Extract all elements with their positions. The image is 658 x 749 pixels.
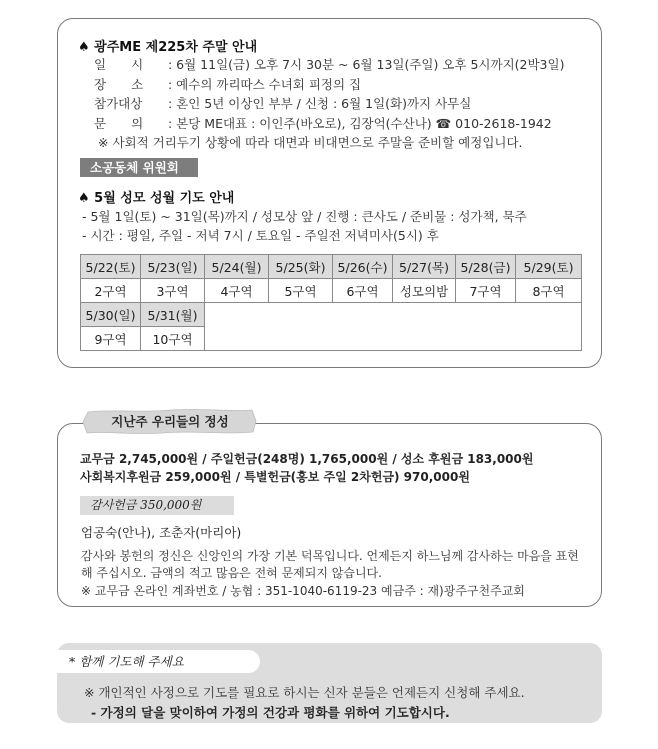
schedule-date-cell: 5/28(금) [456,255,516,279]
prayer-line-bold: - 가정의 달을 맞이하여 가정의 건강과 평화를 위하여 기도합시다. [91,705,450,720]
committee-badge: 소공동체 위원회 [80,158,198,177]
schedule-date-cell: 5/22(토) [81,255,141,279]
retreat-row-eligibility [94,94,564,114]
rosary-schedule-table [80,254,582,351]
schedule-zone-cell: 성모의밤 [393,279,456,303]
schedule-zone-cell: 7구역 [456,279,516,303]
retreat-value: : 6월 11일(금) 오후 7시 30분 ~ 6월 13일(주일) 오후 5시까지(2박3일) [168,57,565,72]
prayer-pill: * 함께 기도해 주세요 [57,650,260,673]
schedule-date-cell: 5/23(일) [141,255,205,279]
retreat-value: : 본당 ME대표 : 이인주(바오로), 김장억(수산나) ☎ 010-2618-1942 [168,115,552,131]
retreat-row-place [94,75,564,95]
retreat-value: : 예수의 까리따스 수녀회 피정의 집 [168,76,362,92]
retreat-note: ※ 사회적 거리두기 상황에 따라 대면과 비대면으로 주말을 준비할 예정입니다. [98,135,523,150]
schedule-date-row [81,303,582,327]
rosary-line: - 5월 1일(토) ~ 31일(목)까지 / 성모상 앞 / 진행 : 큰사도 / 준비물 : 성가책, 묵주 [82,209,527,224]
schedule-zone-cell: 6구역 [333,279,393,303]
offerings-totals [80,450,533,486]
rosary-line: - 시간 : 평일, 주일 - 저녁 7시 / 토요일 - 주일전 저녁미사(5시) 후 [82,228,439,243]
schedule-zone-cell: 4구역 [205,279,269,303]
schedule-date-cell: 5/25(화) [269,255,333,279]
schedule-zone-cell: 8구역 [516,279,582,303]
schedule-zone-cell: 3구역 [141,279,205,303]
rosary-info [82,207,527,245]
schedule-zone-cell: 9구역 [81,327,141,351]
retreat-row-contact [94,114,564,134]
donor-names: 엄공숙(안나), 조춘자(마리아) [81,525,242,540]
retreat-details [94,55,564,153]
retreat-row-date [94,55,564,75]
schedule-date-cell: 5/30(일) [81,303,141,327]
thanks-paragraph: 감사와 봉헌의 정신은 신앙인의 가장 기본 덕목입니다. 언제든지 하느님께 감사하는 마음을 표현해 주십시오. 금액의 적고 많음은 전혀 문제되지 않습니다. [81,549,579,580]
schedule-date-cell: 5/24(월) [205,255,269,279]
schedule-zone-cell: 10구역 [141,327,205,351]
schedule-date-cell: 5/29(토) [516,255,582,279]
rosary-title: ♠ 5월 성모 성월 기도 안내 [78,191,235,206]
retreat-value: : 혼인 5년 이상인 부부 / 신청 : 6월 1일(화)까지 사무실 [168,96,472,111]
schedule-zone-cell: 5구역 [269,279,333,303]
retreat-label: 일 시 [94,57,144,72]
retreat-label: 장 소 [94,76,144,92]
schedule-zone-row [81,279,582,303]
schedule-zone-cell: 2구역 [81,279,141,303]
retreat-label: 참가대상 [94,96,143,111]
retreat-title: ♠ 광주ME 제225차 주말 안내 [78,40,258,55]
schedule-date-cell: 5/27(목) [393,255,456,279]
account-info: ※ 교무금 온라인 계좌번호 / 농협 : 351-1040-6119-23 예금주 : 재)광주구천주교회 [81,584,525,598]
schedule-date-cell: 5/26(수) [333,255,393,279]
retreat-label: 문 의 [94,115,144,131]
offerings-line: 사회복지후원금 259,000원 / 특별헌금(홍보 주일 2차헌금) 970,000원 [80,470,470,484]
thanks-offering-badge: 감사헌금 350,000원 [80,496,234,515]
prayer-line: ※ 개인적인 사정으로 기도를 필요로 하시는 신자 분들은 언제든지 신청해 주세요. [84,685,525,700]
offerings-banner [82,408,258,435]
offerings-banner-text: 지난주 우리들의 정성 [111,414,229,429]
schedule-date-cell: 5/31(월) [141,303,205,327]
schedule-empty-cell [205,303,582,351]
offerings-line: 교무금 2,745,000원 / 주일헌금(248명) 1,765,000원 / 성소 후원금 183,000원 [80,452,534,466]
schedule-date-row [81,255,582,279]
